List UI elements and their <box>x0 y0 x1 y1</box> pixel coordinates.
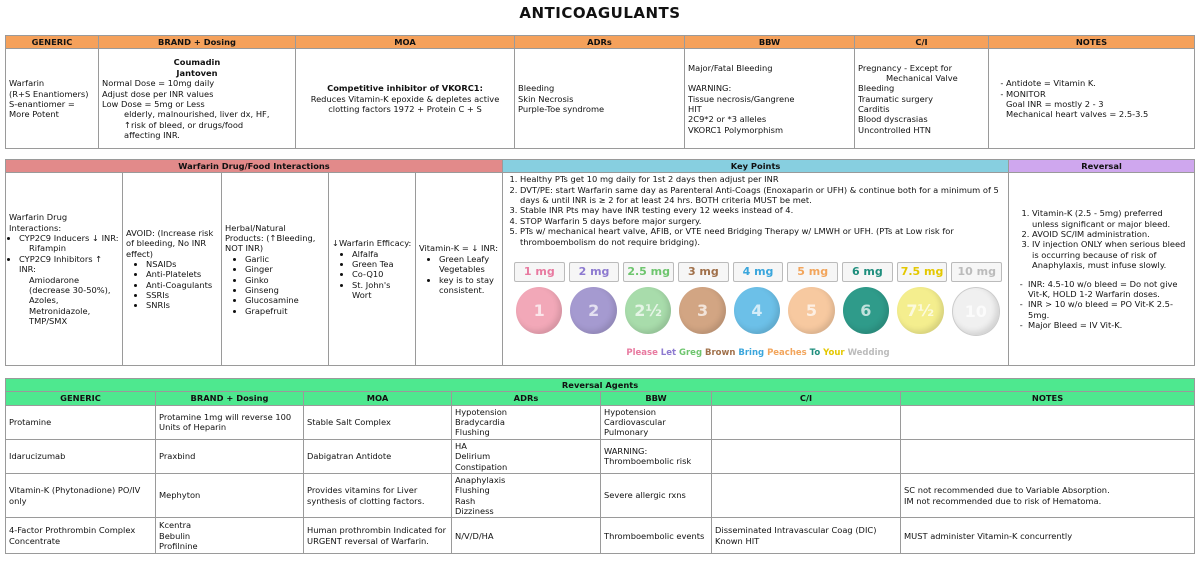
warfarin-bbw: Major/Fatal Bleeding WARNING: Tissue necrosis/Gangrene HIT 2C9*2 or *3 alleles VKORC1 Polymorphism <box>685 49 855 149</box>
warfarin-pill: 4 <box>734 287 780 334</box>
table-row: Vitamin-K (Phytonadione) PO/IV only Mephyton Provides vitamins for Liver synthesis of clotting factors. Anaphylaxis Flushing Rash Dizziness Severe allergic rxns SC not recommended due to Variable Absorption. IM not recommended due to risk of Hematoma. <box>6 473 1195 517</box>
key-points-cell: 1. Healthy PTs get 10 mg daily for 1st 2 days then adjust per INR 2. DVT/PE: start Warfarin same day as Parenteral Anti-Coags (Enoxaparin or UFH) & continue both for a minimum of 5 days & until INR is ≥ 2 for at least 24 hrs. BOTH criteria MUST be met. 3. Stable INR Pts may have INR testing every 12 weeks instead of 4. 4. STOP Warfarin 5 days before major surgery. 5. PTs w/ mechanical heart valve, AFIB, or VTE need Bridging Therapy w/ LMWH or UFH. (PTs at Low risk for thromboembolism do not require bridging). <box>503 173 1009 366</box>
dose-label: 4 mg <box>733 262 784 282</box>
dose-label: 10 mg <box>951 262 1002 282</box>
t1-header: BRAND + Dosing <box>99 36 296 49</box>
t1-header: BBW <box>685 36 855 49</box>
avoid-cell: AVOID: (Increase risk of bleeding, No INR effect) • NSAIDs • Anti-Platelets • Anti-Coagulants • SSRIs • SNRIs <box>123 173 222 366</box>
warfarin-pill: 3 <box>679 287 725 334</box>
warfarin-generic: Warfarin (R+S Enantiomers) S-enantiomer = More Potent <box>6 49 99 149</box>
t3-header: BRAND + Dosing <box>156 392 304 405</box>
t3-header: MOA <box>304 392 452 405</box>
dose-label: 3 mg <box>678 262 729 282</box>
reversal-header: Reversal <box>1009 160 1195 173</box>
t1-header: GENERIC <box>6 36 99 49</box>
warfarin-moa: Competitive inhibitor of VKORC1: Reduces Vitamin-K epoxide & depletes active clotting factors 1972 + Protein C + S <box>296 49 515 149</box>
mnemonic-word: Greg <box>679 348 705 358</box>
warfarin-brand: Coumadin Jantoven Normal Dose = 10mg daily Adjust dose per INR values Low Dose = 5mg or Less elderly, malnourished, liver dx, HF, ↑risk of bleed, or drugs/food affecting INR. <box>99 49 296 149</box>
dose-label: 7.5 mg <box>897 262 948 282</box>
warfarin-notes: - Antidote = Vitamin K. - MONITOR Goal INR = mostly 2 - 3 Mechanical heart valves = 2.5-3.5 <box>989 49 1195 149</box>
warfarin-pill: 10 <box>952 287 1000 336</box>
mnemonic-word: Please <box>626 348 661 358</box>
reversal-agents-title: Reversal Agents <box>6 379 1195 392</box>
vitamin-k-cell: Vitamin-K = ↓ INR: • Green Leafy Vegetables • key is to stay consistent. <box>416 173 503 366</box>
warfarin-table <box>5 35 1195 149</box>
mnemonic-word: Wedding <box>847 348 890 358</box>
reversal-cell: 1. Vitamin-K (2.5 - 5mg) preferred unless significant or major bleed. 2. AVOID SC/IM administration. 3. IV injection ONLY when serious bleed is occurring because of risk of Anaphylaxis, must infuse slowly. - INR: 4.5-10 w/o bleed = Do not give Vit-K, HOLD 1-2 Warfarin doses. - INR > 10 w/o bleed = PO Vit-K 2.5-5mg. - Major Bleed = IV Vit-K. <box>1009 173 1195 366</box>
mnemonic-word: Brown <box>705 348 739 358</box>
dose-label: 6 mg <box>842 262 893 282</box>
table-row: Protamine Protamine 1mg will reverse 100 Units of Heparin Stable Salt Complex Hypotension Bradycardia Flushing Hypotension Cardiovascular Pulmonary <box>6 405 1195 439</box>
t1-header: NOTES <box>989 36 1195 49</box>
pill-mnemonic <box>514 348 1002 358</box>
dose-label: 1 mg <box>514 262 565 282</box>
table-row: Idarucizumab Praxbind Dabigatran Antidote HA Delirium Constipation WARNING: Thromboembolic risk <box>6 439 1195 473</box>
dose-label: 2.5 mg <box>623 262 674 282</box>
warfarin-pill: 7½ <box>897 287 943 334</box>
herbal-cell: Herbal/Natural Products: (↑Bleeding, NOT INR) • Garlic • Ginger • Ginko • Ginseng • Glucosamine • Grapefruit <box>222 173 329 366</box>
t3-header: ADRs <box>452 392 601 405</box>
dose-label: 2 mg <box>569 262 620 282</box>
mnemonic-word: Your <box>823 348 848 358</box>
t3-header: GENERIC <box>6 392 156 405</box>
t1-header: ADRs <box>515 36 685 49</box>
key-points-header: Key Points <box>503 160 1009 173</box>
warfarin-pill: 2½ <box>625 287 671 334</box>
mnemonic-word: Bring <box>738 348 768 358</box>
warfarin-pill: 5 <box>788 287 834 334</box>
drug-interactions-cell: Warfarin Drug Interactions: • CYP2C9 Inducers ↓ INR: Rifampin • CYP2C9 Inhibitors ↑ INR: Amiodarone (decrease 30-50%), Azoles, Metronidazole, TMP/SMX <box>6 173 123 366</box>
interactions-header: Warfarin Drug/Food Interactions <box>6 160 503 173</box>
warfarin-pill: 2 <box>570 287 616 334</box>
t1-header: C/I <box>855 36 989 49</box>
warfarin-ci: Pregnancy - Except for Mechanical Valve Bleeding Traumatic surgery Carditis Blood dyscrasias Uncontrolled HTN <box>855 49 989 149</box>
warfarin-adrs: Bleeding Skin Necrosis Purple-Toe syndrome <box>515 49 685 149</box>
warfarin-pill-chart <box>514 262 1002 342</box>
warfarin-pill: 6 <box>843 287 889 334</box>
efficacy-cell: ↓Warfarin Efficacy: • Alfalfa • Green Tea • Co-Q10 • St. John's Wort <box>329 173 416 366</box>
t3-header: BBW <box>601 392 712 405</box>
t1-header: MOA <box>296 36 515 49</box>
mnemonic-word: To <box>809 348 824 358</box>
table-row: 4-Factor Prothrombin Complex Concentrate Kcentra Bebulin Profilnine Human prothrombin Indicated for URGENT reversal of Warfarin. N/V/D/HA Thromboembolic events Disseminated Intravascular Coag (DIC) Known HIT MUST administer Vitamin-K concurrently <box>6 518 1195 554</box>
dose-label: 5 mg <box>787 262 838 282</box>
warfarin-pill: 1 <box>516 287 562 334</box>
t3-header: C/I <box>712 392 901 405</box>
mnemonic-word: Peaches <box>767 348 810 358</box>
page-title: ANTICOAGULANTS <box>519 4 681 22</box>
reversal-agents-table <box>5 378 1195 554</box>
mnemonic-word: Let <box>660 348 680 358</box>
t3-header: NOTES <box>901 392 1195 405</box>
